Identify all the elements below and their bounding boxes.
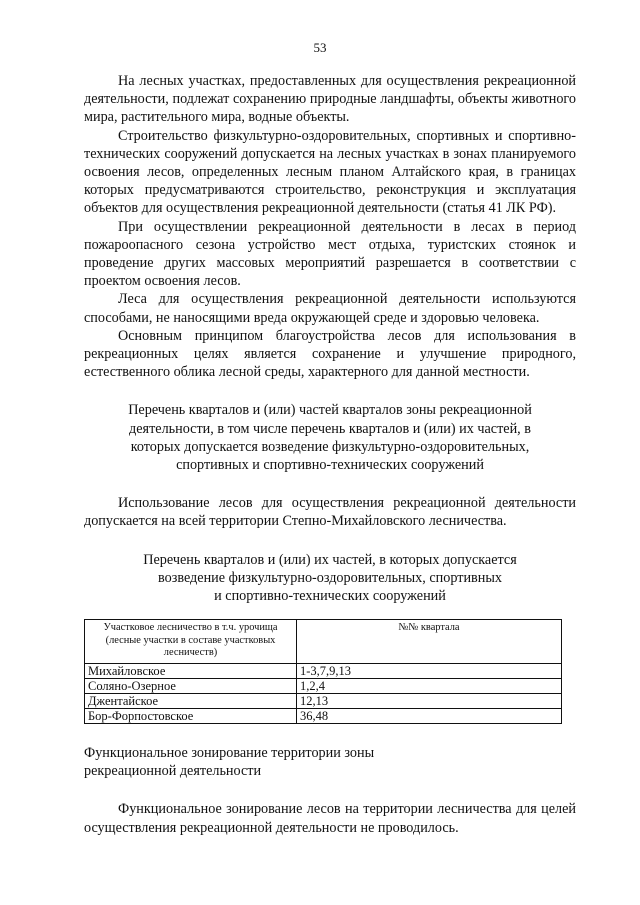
heading-line: возведение физкультурно-оздоровительных, спортивных <box>158 569 502 586</box>
table-row <box>85 709 562 724</box>
heading-line: и спортивно-технических сооружений <box>214 588 446 605</box>
paragraph-zoning-not-done: Функциональное зонирование лесов на территории лесничества для целей осуществления рекреационной деятельности не проводилось. <box>84 801 576 836</box>
table-cell-forestry: Соляно-Озерное <box>85 679 297 694</box>
table-header-quarters: №№ квартала <box>297 620 562 664</box>
table-cell-quarters: 1,2,4 <box>297 679 562 694</box>
page-number: 53 <box>313 40 327 55</box>
paragraph-principle: Основным принципом благоустройства лесов для использования в рекреационных целях является сохранение и улучшение природного, естественного облика лесной среды, характерного для данной местности. <box>84 327 576 381</box>
quarters-table <box>84 619 562 724</box>
document-body <box>84 72 576 837</box>
heading-line: деятельности, в том числе перечень кварталов и (или) их частей, в <box>129 420 531 437</box>
table-cell-forestry: Михайловское <box>85 664 297 679</box>
section-heading-quarters-list <box>84 551 576 606</box>
table-header-forestry: Участковое лесничество в т.ч. урочища (лесные участки в составе участковых лесничеств) <box>85 620 297 664</box>
heading-line: Перечень кварталов и (или) частей кварталов зоны рекреационной <box>128 402 532 419</box>
heading-line: Перечень кварталов и (или) их частей, в которых допускается <box>143 551 517 568</box>
table-cell-forestry: Бор-Форпостовское <box>85 709 297 724</box>
paragraph-construction: Строительство физкультурно-оздоровительных, спортивных и спортивно-технических сооружений допускается на лесных участках в зонах планируемого освоения лесов, определенных лесным планом Алтайского края, в границах которых предусматриваются строительство, реконструкция и эксплуатация объектов для осуществления рекреационной деятельности (статья 41 ЛК РФ). <box>84 127 576 217</box>
table-cell-forestry: Джентайское <box>85 694 297 709</box>
paragraph-whole-territory: Использование лесов для осуществления рекреационной деятельности допускается на всей территории Степно-Михайловского лесничества. <box>84 495 576 530</box>
heading-line: рекреационной деятельности <box>84 763 262 780</box>
table-row <box>85 694 562 709</box>
paragraph-no-harm: Леса для осуществления рекреационной деятельности используются способами, не наносящими вреда окружающей среде и здоровью человека. <box>84 291 576 326</box>
heading-line: Функциональное зонирование территории зоны <box>84 745 375 762</box>
table-cell-quarters: 12,13 <box>297 694 562 709</box>
table-cell-quarters: 36,48 <box>297 709 562 724</box>
table-row <box>85 679 562 694</box>
table-row <box>85 664 562 679</box>
heading-line: которых допускается возведение физкультурно-оздоровительных, <box>130 438 530 455</box>
table-header-row <box>85 620 562 664</box>
table-cell-quarters: 1-3,7,9,13 <box>297 664 562 679</box>
paragraph-fire-season: При осуществлении рекреационной деятельности в лесах в период пожароопасного сезона устройство мест отдыха, туристских стоянок и проведение других массовых мероприятий разрешается в соответствии с проектом освоения лесов. <box>84 218 576 290</box>
heading-line: спортивных и спортивно-технических сооружений <box>176 457 484 474</box>
section-heading-quarters-zone <box>84 401 576 474</box>
paragraph-protection: На лесных участках, предоставленных для осуществления рекреационной деятельности, подлежат сохранению природные ландшафты, объекты животного мира, растительного мира, водные объекты. <box>84 73 576 126</box>
section-heading-zoning <box>84 744 576 780</box>
